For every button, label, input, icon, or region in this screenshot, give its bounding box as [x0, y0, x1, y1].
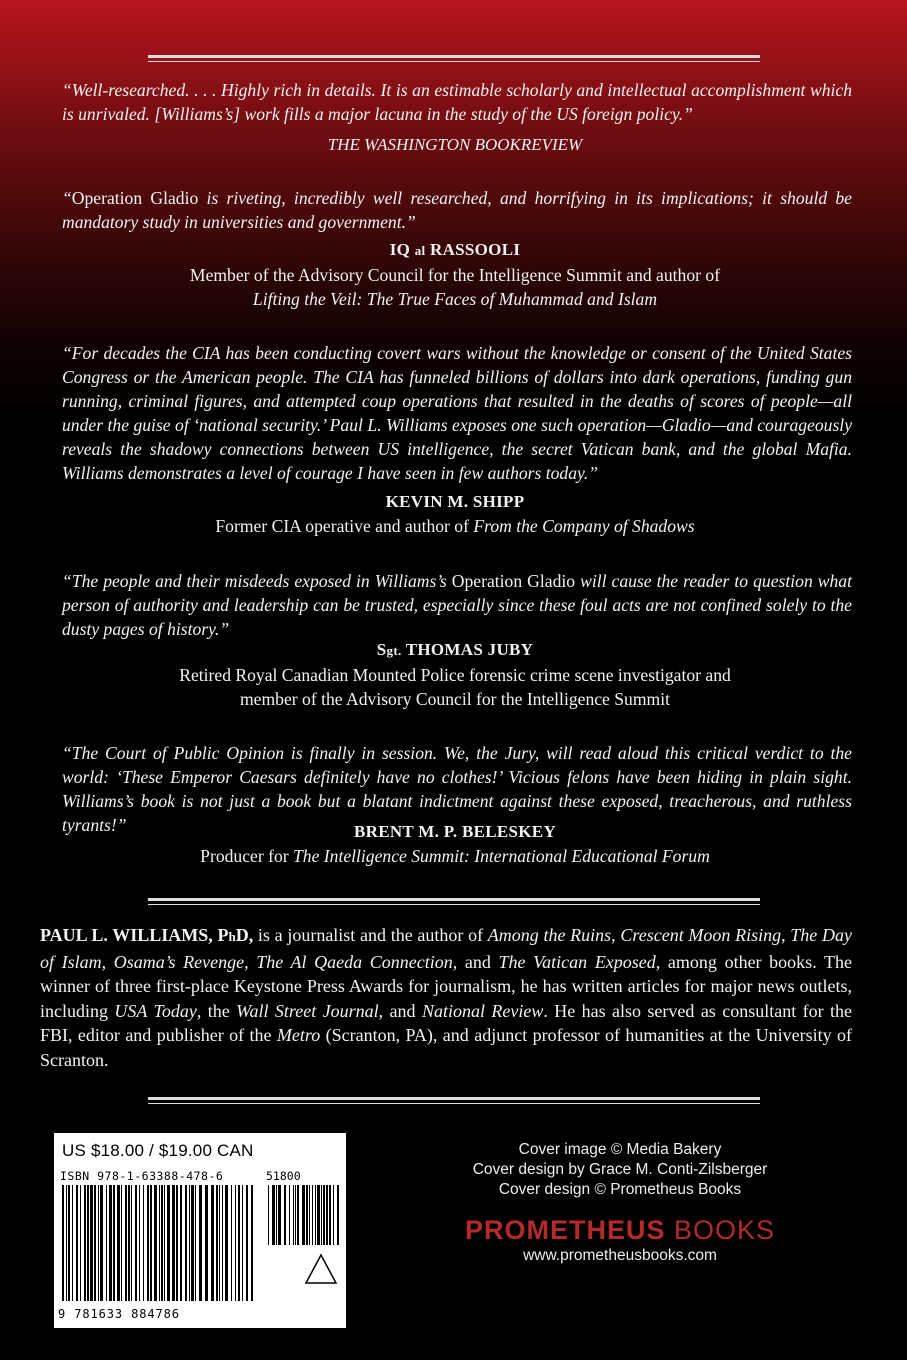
- triangle-icon: [304, 1253, 338, 1285]
- author-bio: PAUL L. WILLIAMS, PhD, is a journalist and the author of Among the Ruins, Crescent Moon Rising, The Day of Islam, Osama’s Revenge, The Al Qaeda Connection, and The Vatican Exposed, among other books. The winner of three first-place Keystone Press Awards for journalism, he has written articles for major news outlets, including USA Today, the Wall Street Journal, and National Review. He has also served as consultant for the FBI, editor and publisher of the Metro (Scranton, PA), and adjunct professor of humanities at the University of Scranton.: [40, 925, 852, 1070]
- attribution-juby: [40, 638, 870, 711]
- middle-rule: [148, 898, 760, 901]
- bottom-rule: [148, 1097, 760, 1100]
- publisher-url: www.prometheusbooks.com: [523, 1247, 717, 1264]
- reviewer-description: Member of the Advisory Council for the Intelligence Summit and author of: [189, 265, 721, 285]
- credit-line-3: Cover design © Prometheus Books: [498, 1181, 742, 1198]
- quote-washington-bookreview: “Well-researched. . . . Highly rich in details. It is an estimable scholarly and intellectual accomplishment which is unrivaled. [Williams’s] work fills a major lacuna in the study of the US foreign policy.”: [62, 80, 852, 124]
- credit-line-1: Cover image © Media Bakery: [518, 1141, 722, 1158]
- quote-beleskey: “The Court of Public Opinion is finally in session. We, the Jury, will read aloud this critical verdict to the world: ‘These Emperor Caesars definitely have no clothes!’ Vicious felons have been hiding in plain sight. Williams’s book is not just a book but a blatant indictment against these exposed, treacherous, and ruthless tyrants!”: [62, 743, 852, 835]
- reviewer-description: Former CIA operative and author of From the Company of Shadows: [215, 516, 695, 536]
- quote-shipp: “For decades the CIA has been conducting covert wars without the knowledge or consent of the United States Congress or the American people. The CIA has funneled billions of dollars into dark operations, funding gun running, criminal figures, and attempted coup operations that resulted in the deaths of scores of people—all under the guise of ‘national security.’ Paul L. Williams exposes one such operation—Gladio—and courageously reveals the shadowy connections between US intelligence, the secret Vatican bank, and the global Mafia. Williams demonstrates a level of courage I have seen in few authors today.”: [62, 343, 852, 483]
- cover-credits: [420, 1140, 820, 1200]
- ean-digits: 9 781633 884786: [58, 1307, 180, 1321]
- quote-juby: “The people and their misdeeds exposed in Williams’s Operation Gladio will cause the reader to question what person of authority and leadership can be trusted, especially since these foul acts are not confined solely to the dusty pages of history.”: [62, 571, 852, 639]
- credit-line-2: Cover design by Grace M. Conti-Zilsberger: [472, 1161, 768, 1178]
- publisher-logo: PROMETHEUS BOOKS: [464, 1215, 776, 1245]
- barcode-box: [54, 1133, 346, 1328]
- reviewer-name: IQ al RASSOOLI: [389, 240, 521, 259]
- attribution-shipp: [40, 490, 870, 538]
- quote-rassooli: “Operation Gladio is riveting, incredibly well researched, and horrifying in its implications; it should be mandatory study in universities and government.”: [62, 188, 852, 232]
- reviewer-description: Retired Royal Canadian Mounted Police forensic crime scene investigator and: [179, 665, 731, 685]
- reviewer-description: Producer for The Intelligence Summit: International Educational Forum: [200, 846, 710, 866]
- attribution-beleskey: [40, 820, 870, 868]
- reviewer-name: Sgt. THOMAS JUBY: [376, 640, 534, 659]
- top-rule: [148, 55, 760, 58]
- price-addon-code: 51800: [266, 1169, 301, 1183]
- isbn-label: ISBN 978-1-63388-478-6: [60, 1169, 224, 1183]
- reviewer-description-2: member of the Advisory Council for the Intelligence Summit: [240, 689, 670, 709]
- reviewer-name: KEVIN M. SHIPP: [385, 492, 525, 511]
- barcode-bars: [58, 1185, 342, 1305]
- reviewer-name: THE WASHINGTON BOOKREVIEW: [327, 135, 583, 154]
- reviewer-name: BRENT M. P. BELESKEY: [353, 822, 557, 841]
- price-label: US $18.00 / $19.00 CAN: [62, 1141, 254, 1160]
- attribution-washington-bookreview: [40, 132, 870, 157]
- reviewer-book: Lifting the Veil: The True Faces of Muhammad and Islam: [252, 289, 658, 309]
- attribution-rassooli: [40, 238, 870, 311]
